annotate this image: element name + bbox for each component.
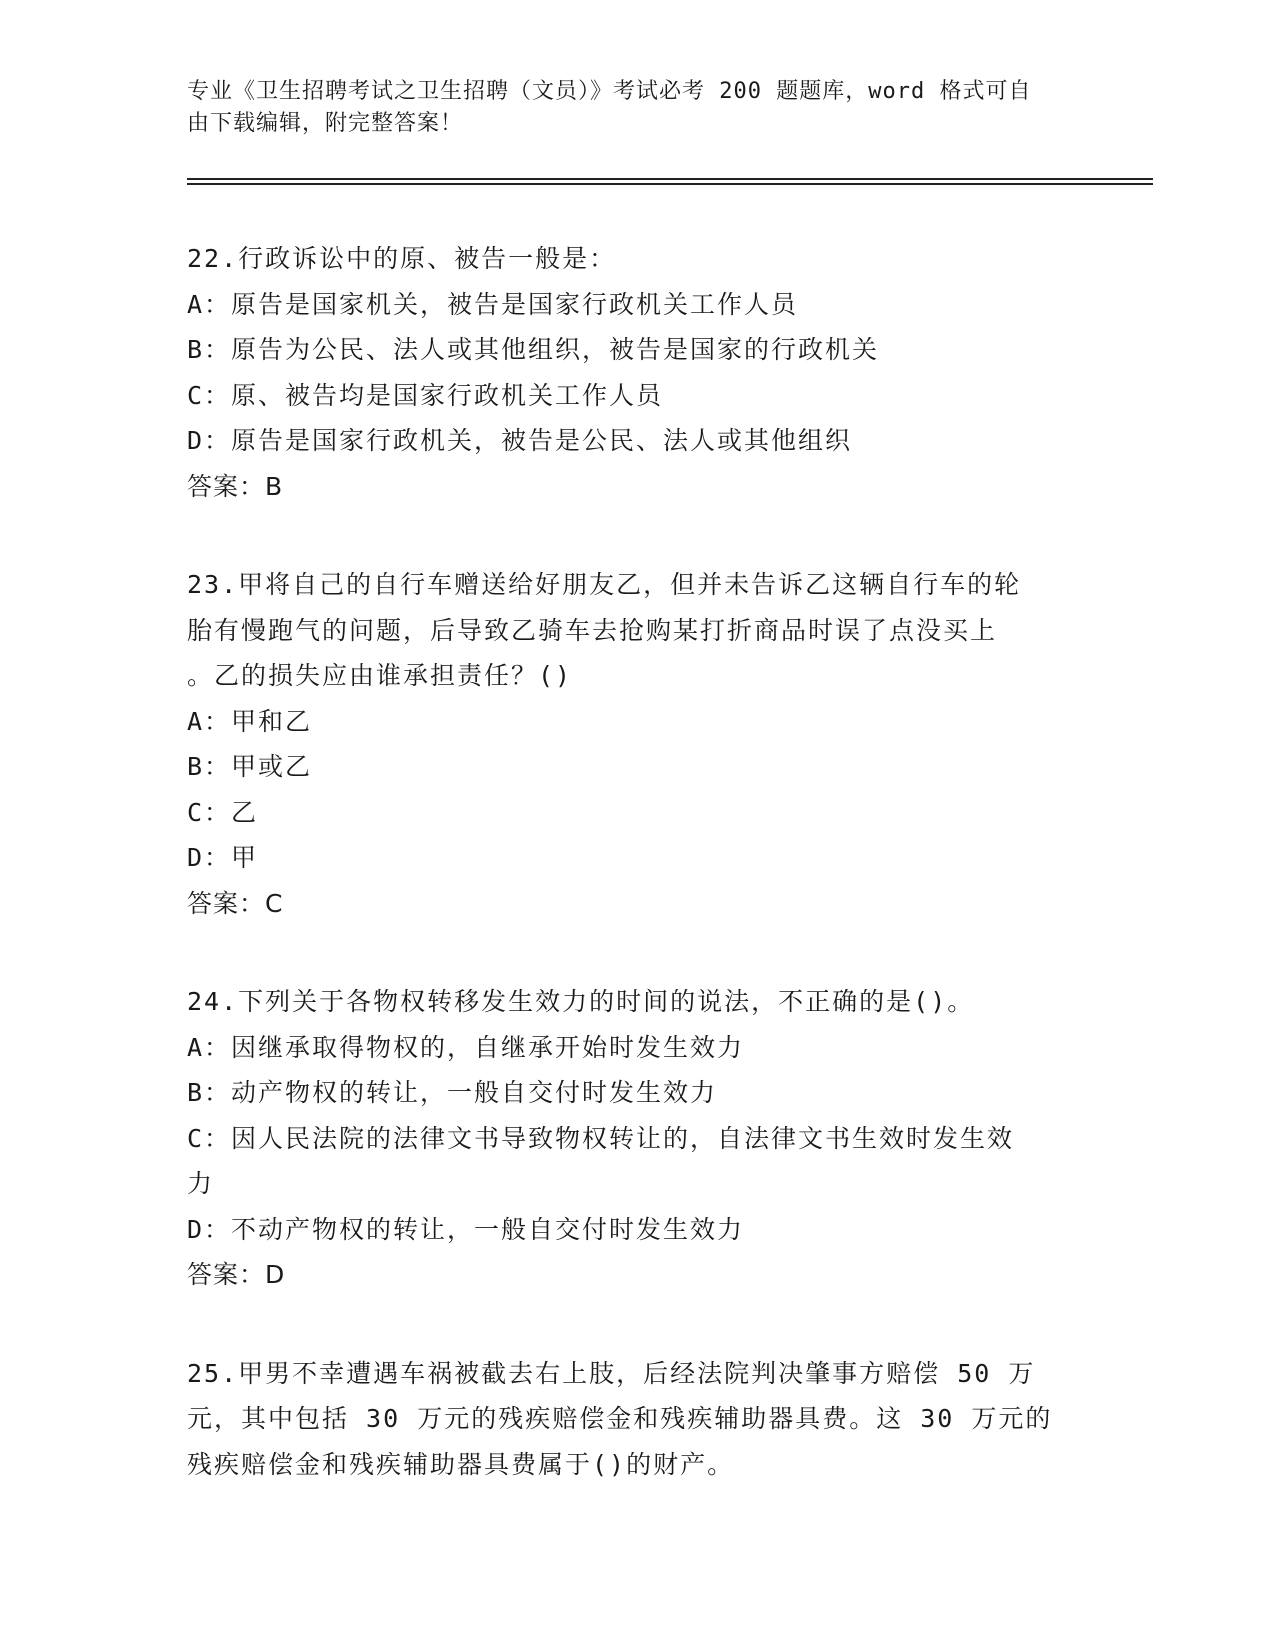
- question-22: [187, 236, 1087, 509]
- option-a: A：因继承取得物权的，自继承开始时发生效力: [187, 1032, 745, 1062]
- header-divider-bottom: [187, 183, 1153, 185]
- option-b: B：原告为公民、法人或其他组织，被告是国家的行政机关: [187, 335, 880, 364]
- header-divider-top: [187, 178, 1153, 180]
- option-c: C：乙: [187, 797, 259, 827]
- option-d: D：不动产物权的转让，一般自交付时发生效力: [187, 1214, 745, 1244]
- header-title-line-1: 专业《卫生招聘考试之卫生招聘（文员）》考试必考 200 题题库，word 格式可自: [187, 79, 1032, 104]
- answer-label: 答案：D: [187, 1260, 286, 1289]
- option-d: D：甲: [187, 843, 259, 872]
- option-c: C：原、被告均是国家行政机关工作人员: [187, 380, 664, 410]
- answer-label: 答案：C: [187, 888, 284, 918]
- option-b: B：动产物权的转让，一般自交付时发生效力: [187, 1078, 718, 1107]
- document-header: [187, 76, 1077, 140]
- question-25: [187, 1351, 1087, 1488]
- answer-label: 答案：B: [187, 471, 284, 501]
- option-c: C：因人民法院的法律文书导致物权转让的，自法律文书生效时发生效: [187, 1123, 1015, 1153]
- question-23: [187, 562, 1087, 926]
- question-stem: 25.甲男不幸遭遇车祸被截去右上肢，后经法院判决肇事方赔偿 50 万: [187, 1358, 1036, 1388]
- option-a: A：原告是国家机关，被告是国家行政机关工作人员: [187, 289, 799, 319]
- header-title-line-2: 由下载编辑，附完整答案！: [187, 111, 464, 136]
- question-stem: 24.下列关于各物权转移发生效力的时间的说法，不正确的是()。: [187, 987, 975, 1016]
- question-stem: 残疾赔偿金和残疾辅助器具费属于()的财产。: [187, 1449, 735, 1479]
- question-stem: 23.甲将自己的自行车赠送给好朋友乙，但并未告诉乙这辆自行车的轮: [187, 570, 1022, 599]
- question-stem: 胎有慢跑气的问题，后导致乙骑车去抢购某打折商品时误了点没买上: [187, 615, 998, 645]
- question-stem: 元，其中包括 30 万元的残疾赔偿金和残疾辅助器具费。这 30 万元的: [187, 1404, 1053, 1433]
- question-stem: 。乙的损失应由谁承担责任？(): [187, 661, 573, 690]
- option-c-continued: 力: [187, 1169, 215, 1198]
- question-24: [187, 979, 1087, 1298]
- option-d: D：原告是国家行政机关，被告是公民、法人或其他组织: [187, 426, 853, 455]
- question-stem: 22.行政诉讼中的原、被告一般是：: [187, 244, 617, 273]
- option-b: B：甲或乙: [187, 752, 313, 781]
- question-list: [187, 236, 1087, 1540]
- option-a: A：甲和乙: [187, 706, 313, 736]
